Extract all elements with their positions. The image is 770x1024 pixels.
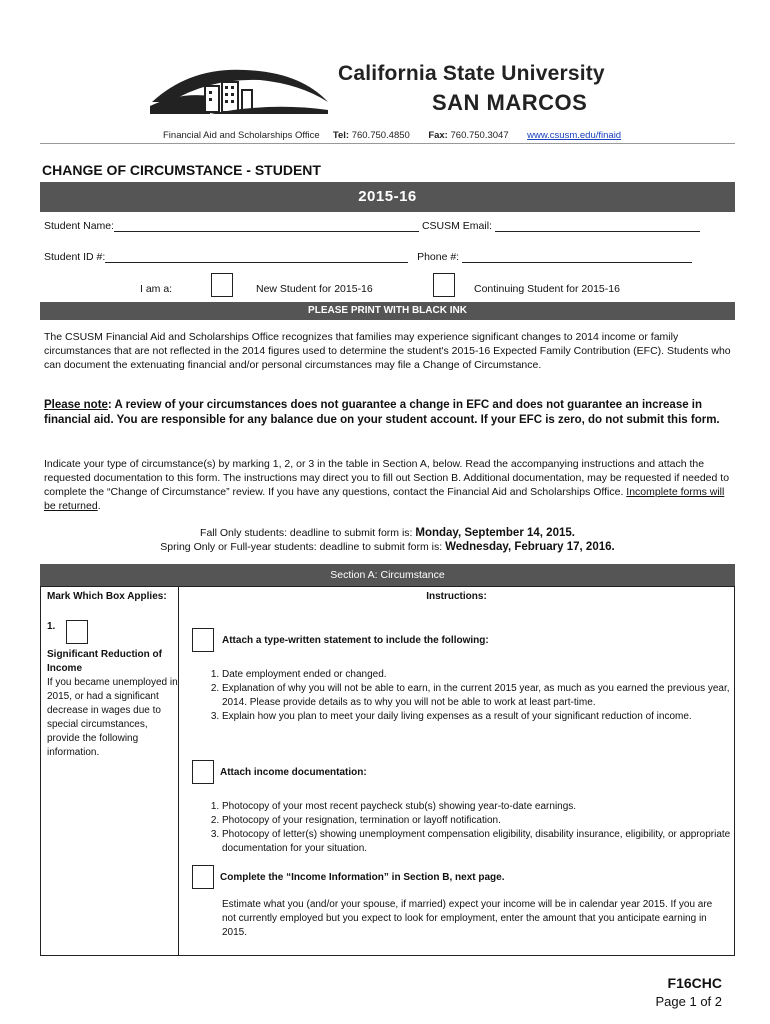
fax-label: Fax: <box>428 130 448 141</box>
email-field[interactable] <box>495 220 700 232</box>
row1-description: If you became unemployed in 2015, or had a significant decrease in wages due to special circumstances, provide the following information. <box>47 677 178 758</box>
instructions-end: . <box>97 500 101 512</box>
continuing-student-label: Continuing Student for 2015-16 <box>474 283 620 295</box>
step1-checkbox[interactable] <box>192 628 214 652</box>
step2-item: 2. Photocopy of your resignation, termination or layoff notification. <box>222 814 734 828</box>
row1-number: 1. <box>47 621 56 632</box>
table-column-divider <box>178 586 179 956</box>
note-paragraph <box>44 398 734 428</box>
student-name-label: Student Name: <box>44 220 115 232</box>
page-number: Page 1 of 2 <box>655 994 722 1009</box>
step2-title: Attach income documentation: <box>220 767 367 778</box>
header-divider <box>40 143 735 144</box>
step1-item: 3. Explain how you plan to meet your daily living expenses as a result of your significant reduction of income. <box>222 710 734 724</box>
col1-header: Mark Which Box Applies: <box>47 591 167 602</box>
tel-label: Tel: <box>332 130 350 141</box>
step1-item: 2. Explanation of why you will not be able to earn, in the current 2015 year, as much as you earned the previous year, 2014. Please provide details as to why you will not be able to work at least part-time. <box>222 682 734 710</box>
fall-deadline-label: Fall Only students: deadline to submit form is: <box>200 527 416 539</box>
phone-label: Phone #: <box>417 251 460 263</box>
step3-text: Estimate what you (and/or your spouse, if married) expect your income will be in calendar year 2015. If you are not currently employed but you expect to look for employment, enter the amount that you anticipate earning in 2015. <box>222 899 713 938</box>
student-id-label: Student ID #: <box>44 251 106 263</box>
website-link[interactable]: www.csusm.edu/finaid <box>527 130 622 141</box>
col2-header: Instructions: <box>426 591 487 602</box>
step1-list <box>204 668 734 724</box>
note-text: : A review of your circumstances does not guarantee a change in EFC and does not guarantee an increase in financial aid. You are responsible for any balance due on your student account. If your EFC is zero, do not submit this form. <box>44 399 720 426</box>
intro-paragraph: The CSUSM Financial Aid and Scholarships Office recognizes that families may experience significant changes to 2014 income or family circumstances that are not reflected in the 2014 figures used to determine the student's 2015-16 Expected Family Contribution (EFC). Students who can document the extenuating financial and/or personal circumstances may file a Change of Circumstance. <box>44 331 731 371</box>
instructions-text: Indicate your type of circumstance(s) by marking 1, 2, or 3 in the table in Section A, below. Read the accompanying instructions and attach the requested documentation to this form. The instructions may direct you to fill out Section B. Additional documentation, may be requested if needed to complete the “Change of Circumstance” review. If you have any questions, contact the Financial Aid and Scholarships Office. <box>44 458 730 498</box>
student-name-row <box>44 220 700 232</box>
university-logo-icon <box>150 62 340 122</box>
incomplete-warning: Incomplete forms will be returned <box>44 486 725 512</box>
university-name-line2: SAN MARCOS <box>432 90 588 115</box>
step3-title: Complete the “Income Information” in Section B, next page. <box>220 872 505 883</box>
step2-list <box>204 800 734 856</box>
student-id-field[interactable] <box>105 251 408 263</box>
form-title: CHANGE OF CIRCUMSTANCE - STUDENT <box>42 162 321 178</box>
spring-deadline-label: Spring Only or Full-year students: deadline to submit form is: <box>160 541 446 553</box>
tel-number: 760.750.4850 <box>351 130 410 141</box>
step1-title: Attach a type-written statement to include the following: <box>222 635 489 646</box>
phone-field[interactable] <box>462 251 692 263</box>
form-code: F16CHC <box>667 975 722 991</box>
row1-checkbox[interactable] <box>66 620 88 644</box>
office-name: Financial Aid and Scholarships Office <box>163 130 320 141</box>
fall-deadline-date: Monday, September 14, 2015. <box>415 527 575 539</box>
email-label: CSUSM Email: <box>421 220 492 232</box>
fall-deadline <box>40 527 735 539</box>
step2-item: 1. Photocopy of your most recent paycheck stub(s) showing year-to-date earnings. <box>222 800 734 814</box>
new-student-checkbox[interactable] <box>211 273 233 297</box>
i-am-a-label: I am a: <box>140 283 173 295</box>
black-ink-banner: PLEASE PRINT WITH BLACK INK <box>40 302 735 320</box>
spring-deadline <box>40 541 735 553</box>
continuing-student-checkbox[interactable] <box>433 273 455 297</box>
spring-deadline-date: Wednesday, February 17, 2016. <box>445 541 615 553</box>
university-name-line1: California State University <box>338 62 605 85</box>
instructions-paragraph <box>44 457 734 513</box>
year-banner: 2015-16 <box>40 182 735 212</box>
step2-checkbox[interactable] <box>192 760 214 784</box>
fax-number: 760.750.3047 <box>450 130 509 141</box>
step3-checkbox[interactable] <box>192 865 214 889</box>
student-name-field[interactable] <box>114 220 419 232</box>
step2-item: 3. Photocopy of letter(s) showing unemployment compensation eligibility, disability insurance, eligibility, or appropriate documentation for your situation. <box>222 828 734 856</box>
row1-heading: Significant Reduction of Income <box>47 649 162 674</box>
new-student-label: New Student for 2015-16 <box>256 283 373 295</box>
contact-line <box>163 130 621 141</box>
section-a-header: Section A: Circumstance <box>40 564 735 586</box>
note-label: Please note <box>44 399 108 411</box>
step1-item: 1. Date employment ended or changed. <box>222 668 734 682</box>
student-id-row <box>44 251 692 263</box>
